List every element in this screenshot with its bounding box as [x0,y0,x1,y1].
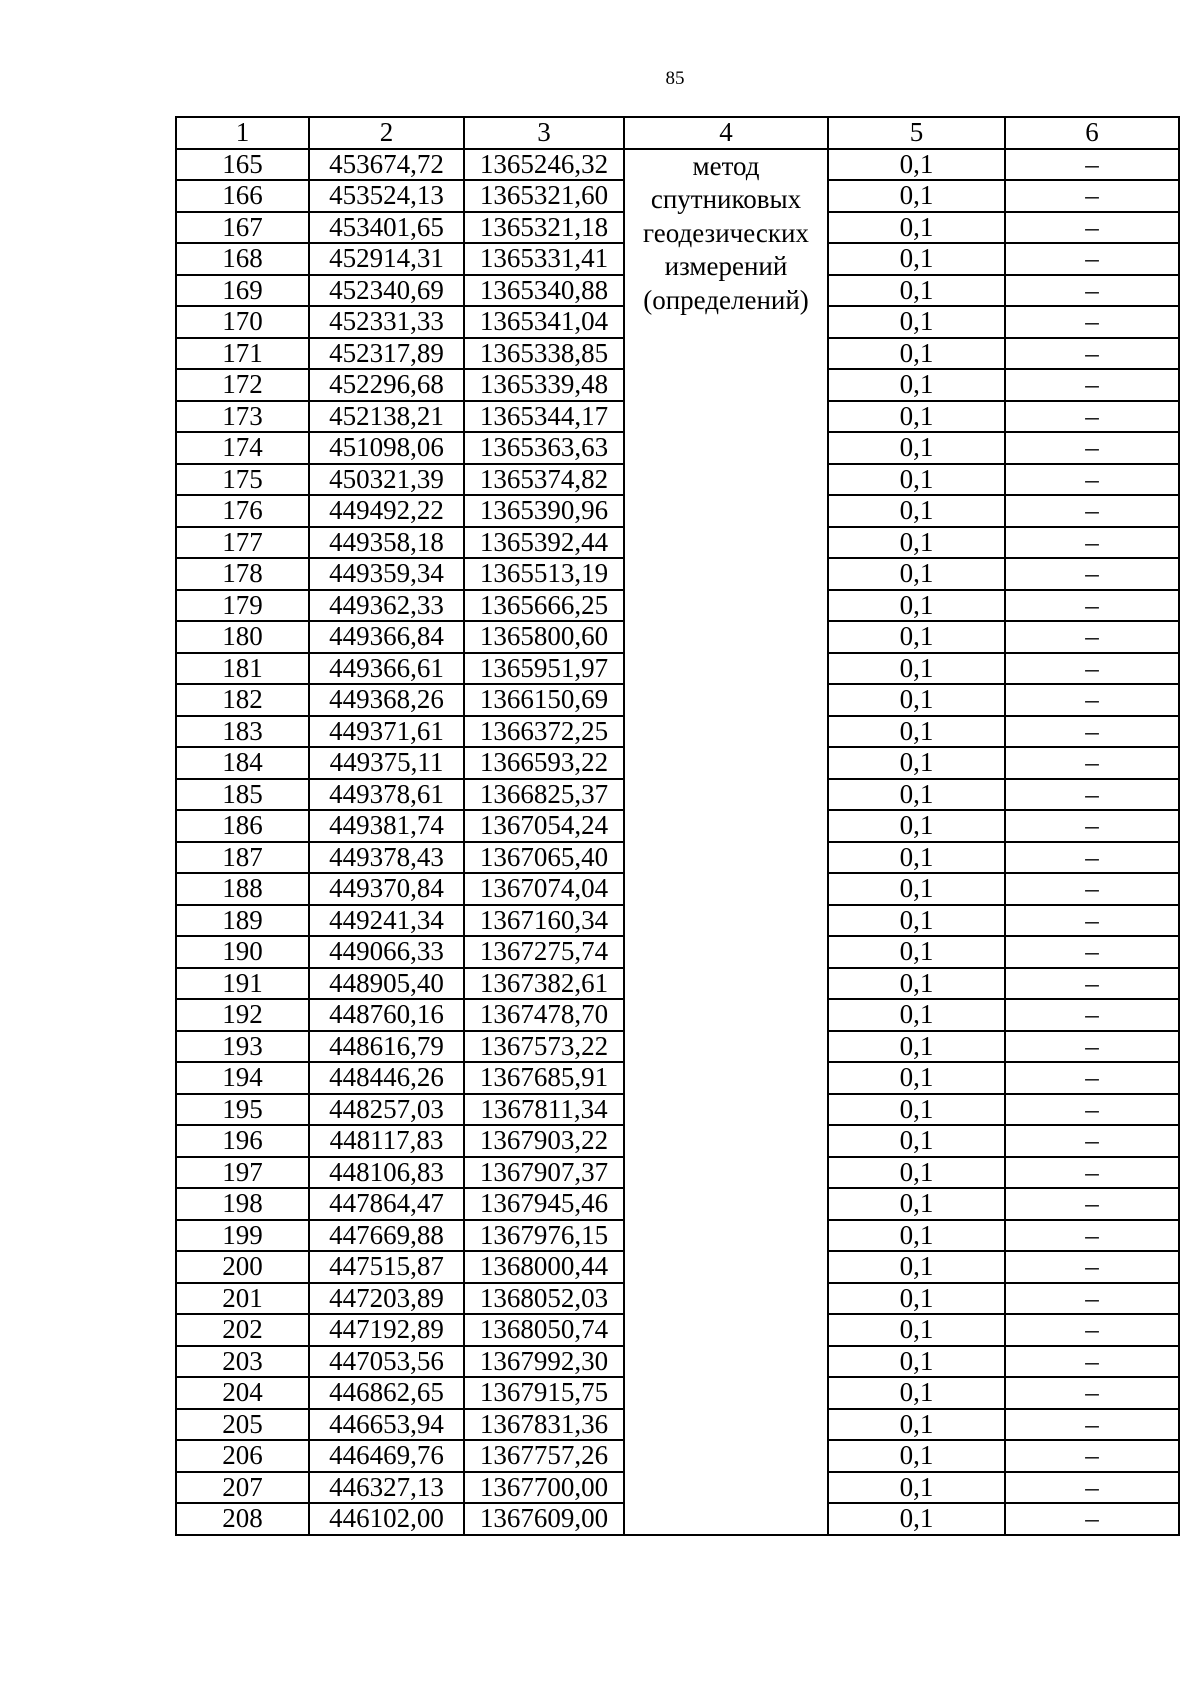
accuracy-cell: 0,1 [828,338,1005,370]
point-number-cell: 180 [176,621,309,653]
x-coordinate-cell: 449375,11 [309,747,464,779]
accuracy-cell: 0,1 [828,1188,1005,1220]
y-coordinate-cell: 1366150,69 [464,684,624,716]
accuracy-cell: 0,1 [828,716,1005,748]
y-coordinate-cell: 1365338,85 [464,338,624,370]
accuracy-cell: 0,1 [828,842,1005,874]
note-cell: – [1005,1346,1179,1378]
column-header: 4 [624,117,828,149]
y-coordinate-cell: 1365951,97 [464,653,624,685]
accuracy-cell: 0,1 [828,1314,1005,1346]
x-coordinate-cell: 453524,13 [309,180,464,212]
point-number-cell: 197 [176,1157,309,1189]
point-number-cell: 166 [176,180,309,212]
y-coordinate-cell: 1367160,34 [464,905,624,937]
accuracy-cell: 0,1 [828,1094,1005,1126]
note-cell: – [1005,1409,1179,1441]
accuracy-cell: 0,1 [828,936,1005,968]
y-coordinate-cell: 1365390,96 [464,495,624,527]
note-cell: – [1005,1472,1179,1504]
x-coordinate-cell: 447515,87 [309,1251,464,1283]
y-coordinate-cell: 1367700,00 [464,1472,624,1504]
y-coordinate-cell: 1367831,36 [464,1409,624,1441]
note-cell: – [1005,1062,1179,1094]
column-header: 1 [176,117,309,149]
accuracy-cell: 0,1 [828,243,1005,275]
x-coordinate-cell: 449066,33 [309,936,464,968]
note-cell: – [1005,369,1179,401]
y-coordinate-cell: 1365513,19 [464,558,624,590]
y-coordinate-cell: 1365321,60 [464,180,624,212]
x-coordinate-cell: 449368,26 [309,684,464,716]
x-coordinate-cell: 452317,89 [309,338,464,370]
point-number-cell: 188 [176,873,309,905]
note-cell: – [1005,306,1179,338]
x-coordinate-cell: 449378,61 [309,779,464,811]
accuracy-cell: 0,1 [828,1503,1005,1535]
note-cell: – [1005,684,1179,716]
x-coordinate-cell: 449359,34 [309,558,464,590]
point-number-cell: 174 [176,432,309,464]
accuracy-cell: 0,1 [828,905,1005,937]
point-number-cell: 183 [176,716,309,748]
accuracy-cell: 0,1 [828,1251,1005,1283]
note-cell: – [1005,653,1179,685]
note-cell: – [1005,149,1179,181]
accuracy-cell: 0,1 [828,369,1005,401]
note-cell: – [1005,180,1179,212]
note-cell: – [1005,936,1179,968]
point-number-cell: 181 [176,653,309,685]
x-coordinate-cell: 447864,47 [309,1188,464,1220]
x-coordinate-cell: 449366,61 [309,653,464,685]
y-coordinate-cell: 1367992,30 [464,1346,624,1378]
y-coordinate-cell: 1365392,44 [464,527,624,559]
point-number-cell: 204 [176,1377,309,1409]
point-number-cell: 176 [176,495,309,527]
point-number-cell: 206 [176,1440,309,1472]
note-cell: – [1005,1440,1179,1472]
note-cell: – [1005,590,1179,622]
accuracy-cell: 0,1 [828,1220,1005,1252]
note-cell: – [1005,1125,1179,1157]
coordinates-table [175,116,1180,1536]
y-coordinate-cell: 1365363,63 [464,432,624,464]
point-number-cell: 184 [176,747,309,779]
accuracy-cell: 0,1 [828,747,1005,779]
point-number-cell: 205 [176,1409,309,1441]
accuracy-cell: 0,1 [828,968,1005,1000]
x-coordinate-cell: 446469,76 [309,1440,464,1472]
note-cell: – [1005,905,1179,937]
x-coordinate-cell: 452914,31 [309,243,464,275]
note-cell: – [1005,495,1179,527]
note-cell: – [1005,1377,1179,1409]
x-coordinate-cell: 449362,33 [309,590,464,622]
y-coordinate-cell: 1365246,32 [464,149,624,181]
table-header-row [176,117,1179,149]
method-text-line: геодезических [643,217,809,248]
note-cell: – [1005,1094,1179,1126]
x-coordinate-cell: 450321,39 [309,464,464,496]
x-coordinate-cell: 446653,94 [309,1409,464,1441]
x-coordinate-cell: 453401,65 [309,212,464,244]
note-cell: – [1005,527,1179,559]
x-coordinate-cell: 449371,61 [309,716,464,748]
x-coordinate-cell: 452331,33 [309,306,464,338]
accuracy-cell: 0,1 [828,149,1005,181]
accuracy-cell: 0,1 [828,779,1005,811]
point-number-cell: 167 [176,212,309,244]
y-coordinate-cell: 1367811,34 [464,1094,624,1126]
y-coordinate-cell: 1366593,22 [464,747,624,779]
x-coordinate-cell: 449366,84 [309,621,464,653]
y-coordinate-cell: 1365800,60 [464,621,624,653]
point-number-cell: 191 [176,968,309,1000]
accuracy-cell: 0,1 [828,1283,1005,1315]
accuracy-cell: 0,1 [828,1157,1005,1189]
y-coordinate-cell: 1366372,25 [464,716,624,748]
x-coordinate-cell: 448106,83 [309,1157,464,1189]
y-coordinate-cell: 1365340,88 [464,275,624,307]
point-number-cell: 198 [176,1188,309,1220]
x-coordinate-cell: 448257,03 [309,1094,464,1126]
x-coordinate-cell: 448905,40 [309,968,464,1000]
column-header: 3 [464,117,624,149]
x-coordinate-cell: 449492,22 [309,495,464,527]
y-coordinate-cell: 1367054,24 [464,810,624,842]
note-cell: – [1005,1157,1179,1189]
point-number-cell: 192 [176,999,309,1031]
point-number-cell: 190 [176,936,309,968]
accuracy-cell: 0,1 [828,1125,1005,1157]
y-coordinate-cell: 1367478,70 [464,999,624,1031]
method-cell [624,149,828,1535]
y-coordinate-cell: 1365339,48 [464,369,624,401]
y-coordinate-cell: 1367065,40 [464,842,624,874]
point-number-cell: 165 [176,149,309,181]
accuracy-cell: 0,1 [828,464,1005,496]
point-number-cell: 177 [176,527,309,559]
accuracy-cell: 0,1 [828,590,1005,622]
note-cell: – [1005,212,1179,244]
note-cell: – [1005,401,1179,433]
point-number-cell: 182 [176,684,309,716]
y-coordinate-cell: 1367907,37 [464,1157,624,1189]
note-cell: – [1005,779,1179,811]
accuracy-cell: 0,1 [828,873,1005,905]
note-cell: – [1005,968,1179,1000]
point-number-cell: 203 [176,1346,309,1378]
column-header: 5 [828,117,1005,149]
note-cell: – [1005,464,1179,496]
accuracy-cell: 0,1 [828,180,1005,212]
x-coordinate-cell: 451098,06 [309,432,464,464]
x-coordinate-cell: 449370,84 [309,873,464,905]
x-coordinate-cell: 446862,65 [309,1377,464,1409]
point-number-cell: 185 [176,779,309,811]
accuracy-cell: 0,1 [828,527,1005,559]
y-coordinate-cell: 1365666,25 [464,590,624,622]
x-coordinate-cell: 447669,88 [309,1220,464,1252]
x-coordinate-cell: 446102,00 [309,1503,464,1535]
x-coordinate-cell: 448760,16 [309,999,464,1031]
point-number-cell: 189 [176,905,309,937]
y-coordinate-cell: 1367976,15 [464,1220,624,1252]
accuracy-cell: 0,1 [828,212,1005,244]
note-cell: – [1005,558,1179,590]
note-cell: – [1005,1314,1179,1346]
note-cell: – [1005,275,1179,307]
point-number-cell: 202 [176,1314,309,1346]
accuracy-cell: 0,1 [828,1377,1005,1409]
note-cell: – [1005,621,1179,653]
note-cell: – [1005,432,1179,464]
y-coordinate-cell: 1367573,22 [464,1031,624,1063]
y-coordinate-cell: 1367685,91 [464,1062,624,1094]
accuracy-cell: 0,1 [828,1409,1005,1441]
y-coordinate-cell: 1367915,75 [464,1377,624,1409]
point-number-cell: 193 [176,1031,309,1063]
y-coordinate-cell: 1365374,82 [464,464,624,496]
x-coordinate-cell: 449381,74 [309,810,464,842]
x-coordinate-cell: 447192,89 [309,1314,464,1346]
column-header: 2 [309,117,464,149]
x-coordinate-cell: 447053,56 [309,1346,464,1378]
y-coordinate-cell: 1365321,18 [464,212,624,244]
accuracy-cell: 0,1 [828,621,1005,653]
table-body [176,117,1179,1535]
x-coordinate-cell: 448446,26 [309,1062,464,1094]
note-cell: – [1005,1283,1179,1315]
point-number-cell: 179 [176,590,309,622]
x-coordinate-cell: 449241,34 [309,905,464,937]
point-number-cell: 173 [176,401,309,433]
point-number-cell: 194 [176,1062,309,1094]
accuracy-cell: 0,1 [828,1031,1005,1063]
accuracy-cell: 0,1 [828,1062,1005,1094]
y-coordinate-cell: 1366825,37 [464,779,624,811]
note-cell: – [1005,1031,1179,1063]
x-coordinate-cell: 449358,18 [309,527,464,559]
accuracy-cell: 0,1 [828,1472,1005,1504]
note-cell: – [1005,1188,1179,1220]
method-text-line: (определений) [643,284,809,315]
x-coordinate-cell: 448616,79 [309,1031,464,1063]
point-number-cell: 168 [176,243,309,275]
note-cell: – [1005,747,1179,779]
accuracy-cell: 0,1 [828,306,1005,338]
y-coordinate-cell: 1367757,26 [464,1440,624,1472]
accuracy-cell: 0,1 [828,684,1005,716]
point-number-cell: 196 [176,1125,309,1157]
point-number-cell: 199 [176,1220,309,1252]
x-coordinate-cell: 448117,83 [309,1125,464,1157]
x-coordinate-cell: 452296,68 [309,369,464,401]
accuracy-cell: 0,1 [828,558,1005,590]
y-coordinate-cell: 1365344,17 [464,401,624,433]
accuracy-cell: 0,1 [828,401,1005,433]
note-cell: – [1005,1503,1179,1535]
y-coordinate-cell: 1365341,04 [464,306,624,338]
x-coordinate-cell: 449378,43 [309,842,464,874]
note-cell: – [1005,842,1179,874]
x-coordinate-cell: 447203,89 [309,1283,464,1315]
point-number-cell: 172 [176,369,309,401]
point-number-cell: 187 [176,842,309,874]
note-cell: – [1005,873,1179,905]
y-coordinate-cell: 1368000,44 [464,1251,624,1283]
point-number-cell: 207 [176,1472,309,1504]
accuracy-cell: 0,1 [828,810,1005,842]
note-cell: – [1005,1220,1179,1252]
note-cell: – [1005,716,1179,748]
point-number-cell: 178 [176,558,309,590]
y-coordinate-cell: 1365331,41 [464,243,624,275]
accuracy-cell: 0,1 [828,275,1005,307]
note-cell: – [1005,338,1179,370]
note-cell: – [1005,810,1179,842]
point-number-cell: 200 [176,1251,309,1283]
x-coordinate-cell: 452138,21 [309,401,464,433]
y-coordinate-cell: 1367609,00 [464,1503,624,1535]
y-coordinate-cell: 1368052,03 [464,1283,624,1315]
point-number-cell: 175 [176,464,309,496]
y-coordinate-cell: 1367945,46 [464,1188,624,1220]
x-coordinate-cell: 446327,13 [309,1472,464,1504]
point-number-cell: 186 [176,810,309,842]
table-row [176,149,1179,181]
point-number-cell: 171 [176,338,309,370]
y-coordinate-cell: 1367074,04 [464,873,624,905]
x-coordinate-cell: 452340,69 [309,275,464,307]
point-number-cell: 201 [176,1283,309,1315]
accuracy-cell: 0,1 [828,1346,1005,1378]
y-coordinate-cell: 1367382,61 [464,968,624,1000]
point-number-cell: 195 [176,1094,309,1126]
accuracy-cell: 0,1 [828,495,1005,527]
accuracy-cell: 0,1 [828,432,1005,464]
point-number-cell: 208 [176,1503,309,1535]
y-coordinate-cell: 1367903,22 [464,1125,624,1157]
column-header: 6 [1005,117,1179,149]
point-number-cell: 169 [176,275,309,307]
accuracy-cell: 0,1 [828,653,1005,685]
y-coordinate-cell: 1367275,74 [464,936,624,968]
point-number-cell: 170 [176,306,309,338]
accuracy-cell: 0,1 [828,1440,1005,1472]
method-text-line: метод [692,150,760,181]
accuracy-cell: 0,1 [828,999,1005,1031]
page-number: 85 [665,68,685,89]
note-cell: – [1005,243,1179,275]
y-coordinate-cell: 1368050,74 [464,1314,624,1346]
method-text-line: спутниковых [650,184,802,214]
note-cell: – [1005,999,1179,1031]
x-coordinate-cell: 453674,72 [309,149,464,181]
method-text-line: измерений [664,251,788,281]
note-cell: – [1005,1251,1179,1283]
